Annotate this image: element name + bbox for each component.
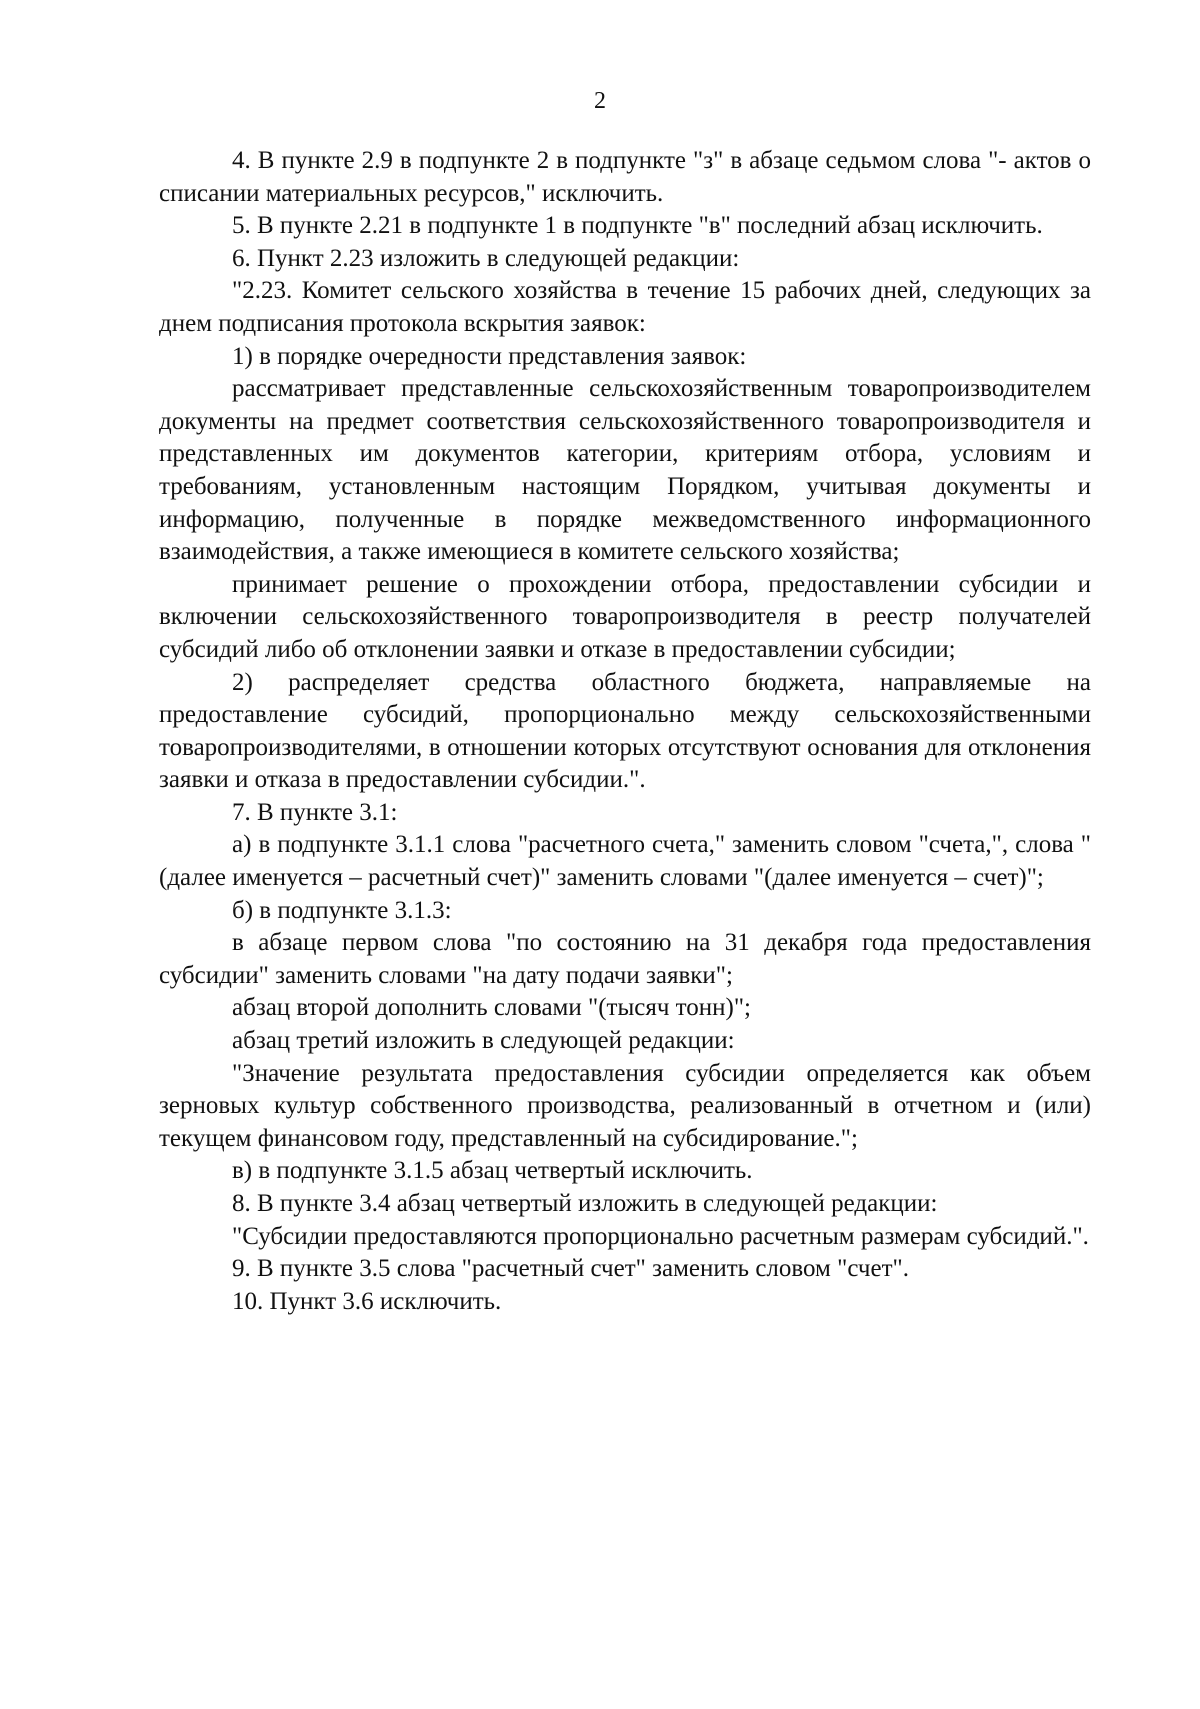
- document-body: [159, 145, 1091, 1318]
- paragraph-2-23-intro: "2.23. Комитет сельского хозяйства в течение 15 рабочих дней, следующих за днем подписания протокола вскрытия заявок:: [159, 277, 1091, 337]
- paragraph-item-7v: в) в подпункте 3.1.5 абзац четвертый исключить.: [232, 1157, 753, 1185]
- page-number: 2: [594, 88, 606, 114]
- paragraph-subsidies-proportional: "Субсидии предоставляются пропорционально расчетным размерам субсидий.".: [232, 1222, 1089, 1250]
- paragraph-7b-third: абзац третий изложить в следующей редакции:: [232, 1027, 735, 1055]
- paragraph-subitem-1: 1) в порядке очередности представления заявок:: [232, 342, 747, 370]
- paragraph-item-4: 4. В пункте 2.9 в подпункте 2 в подпункте "з" в абзаце седьмом слова "- актов о списании материальных ресурсов," исключить.: [159, 147, 1091, 207]
- paragraph-item-7b: б) в подпункте 3.1.3:: [232, 896, 452, 924]
- paragraph-7b-first: в абзаце первом слова "по состоянию на 31 декабря года предоставления субсидии" заменить словами "на дату подачи заявки";: [159, 929, 1091, 989]
- paragraph-reviews-documents: рассматривает представленные сельскохозяйственным товаропроизводителем документы на предмет соответствия сельскохозяйственного товаропроизводителя и представленных им документов категории, критериям отбора, условиям и требованиям, установленным настоящим Порядком, учитывая документы и информацию, полученные в порядке межведомственного информационного взаимодействия, а также имеющиеся в комитете сельского хозяйства;: [159, 375, 1091, 566]
- paragraph-item-7a: а) в подпункте 3.1.1 слова "расчетного счета," заменить словом "счета,", слова "(далее именуется – расчетный счет)" заменить словами "(далее именуется – счет)";: [159, 831, 1091, 892]
- paragraph-item-9: 9. В пункте 3.5 слова "расчетный счет" заменить словом "счет".: [232, 1255, 909, 1283]
- paragraph-item-5: 5. В пункте 2.21 в подпункте 1 в подпункте "в" последний абзац исключить.: [232, 212, 1043, 240]
- paragraph-item-7: 7. В пункте 3.1:: [232, 798, 398, 826]
- paragraph-result-value: "Значение результата предоставления субсидии определяется как объем зерновых культур собственного производства, реализованный в отчетном и (или) текущем финансовом году, представленный на субсидирование.";: [159, 1059, 1091, 1152]
- paragraph-makes-decision: принимает решение о прохождении отбора, предоставлении субсидии и включении сельскохозяйственного товаропроизводителя в реестр получателей субсидий либо об отклонении заявки и отказе в предоставлении субсидии;: [159, 570, 1091, 663]
- paragraph-item-10: 10. Пункт 3.6 исключить.: [232, 1287, 502, 1315]
- paragraph-item-6: 6. Пункт 2.23 изложить в следующей редакции:: [232, 244, 740, 272]
- paragraph-7b-second: абзац второй дополнить словами "(тысяч тонн)";: [232, 994, 751, 1022]
- paragraph-subitem-2: 2) распределяет средства областного бюджета, направляемые на предоставление субсидий, пропорционально между сельскохозяйственными товаропроизводителями, в отношении которых отсутствуют основания для отклонения заявки и отказа в предоставлении субсидии.".: [159, 668, 1091, 794]
- paragraph-item-8: 8. В пункте 3.4 абзац четвертый изложить в следующей редакции:: [232, 1190, 938, 1217]
